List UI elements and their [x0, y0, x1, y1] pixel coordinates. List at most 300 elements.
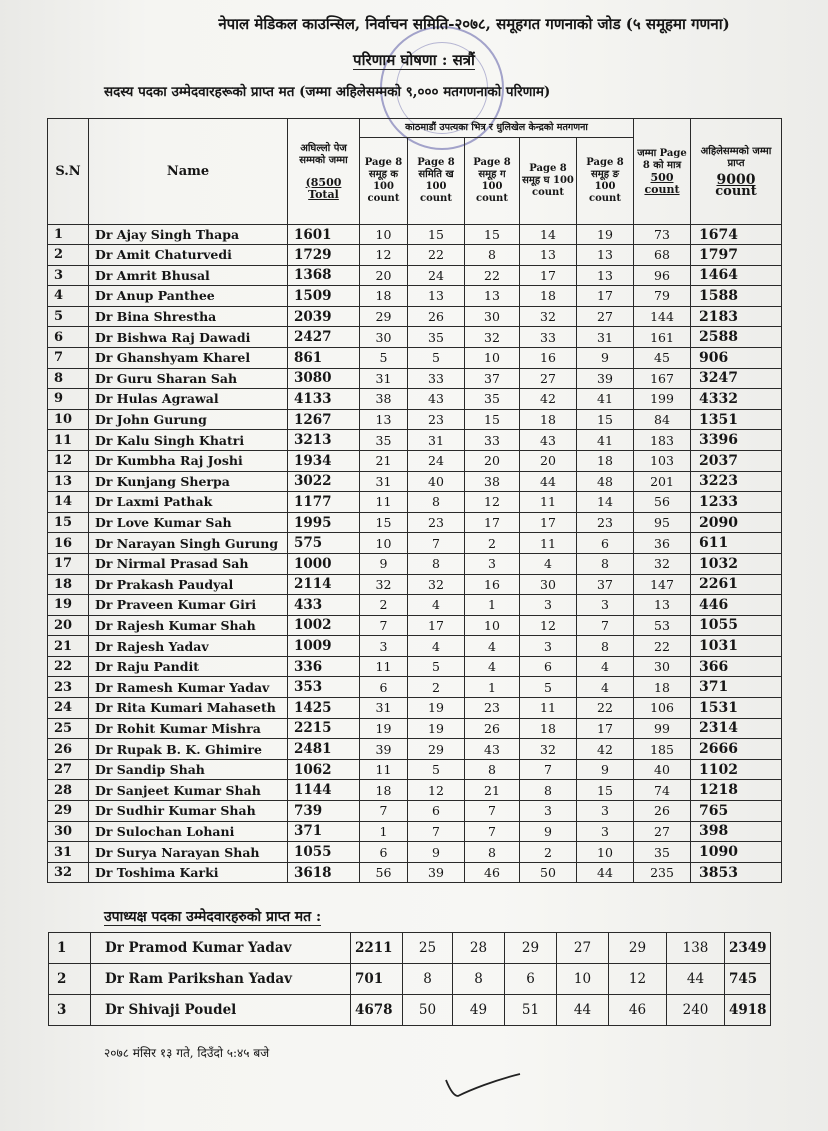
table-row	[48, 430, 782, 451]
page-sum: 99	[634, 718, 691, 739]
col-header-group-3: Page 8 समूह ग 100 count	[465, 138, 520, 225]
candidate-name: Dr Prakash Paudyal	[89, 574, 288, 595]
group-count-g1: 38	[360, 389, 408, 410]
group-count-g4: 33	[520, 327, 577, 348]
page-sum: 36	[634, 533, 691, 554]
row-sn: 7	[48, 347, 89, 368]
group-count-g3: 2	[465, 533, 520, 554]
group-count-g1: 9	[360, 553, 408, 574]
group-count-g1: 7	[360, 615, 408, 636]
table-row	[48, 471, 782, 492]
group-count-g4: 43	[520, 430, 577, 451]
prev-total: 4133	[288, 389, 360, 410]
group-count-g1: 6	[360, 677, 408, 698]
grand-total: 2037	[691, 450, 782, 471]
row-sn: 10	[48, 409, 89, 430]
row-sn: 23	[48, 677, 89, 698]
row-sn: 15	[48, 512, 89, 533]
group-count-g5: 48	[577, 471, 634, 492]
group-count-g2: 32	[408, 574, 465, 595]
table-row	[48, 842, 782, 863]
group-count-g3: 43	[465, 739, 520, 760]
document-title: नेपाल मेडिकल काउन्सिल, निर्वाचन समिति-२०७८, समूहगत गणनाको जोड (५ समूहमा गणना)	[218, 15, 730, 33]
group-count-g1: 1	[360, 821, 408, 842]
group-count-g3: 15	[465, 225, 520, 245]
group-count-g1: 6	[360, 842, 408, 863]
prev-total: 1368	[288, 265, 360, 286]
group-count-g1: 13	[360, 409, 408, 430]
candidate-name: Dr Laxmi Pathak	[89, 492, 288, 513]
table-row	[48, 615, 782, 636]
prev-total: 2215	[288, 718, 360, 739]
prev-total: 2481	[288, 739, 360, 760]
group-count-g3: 8	[465, 759, 520, 780]
row-sn: 16	[48, 533, 89, 554]
table-row	[48, 595, 782, 616]
group-count-g1: 2	[360, 595, 408, 616]
page-sum: 13	[634, 595, 691, 616]
group-count-g4: 8	[520, 780, 577, 801]
group-count-g4: 30	[520, 574, 577, 595]
group-count-g3: 23	[465, 698, 520, 719]
group-count-g1: 20	[360, 265, 408, 286]
vp-group-count-g2: 28	[453, 933, 505, 964]
group-count-g1: 12	[360, 245, 408, 266]
group-count-g1: 11	[360, 656, 408, 677]
candidate-name: Dr Amit Chaturvedi	[89, 245, 288, 266]
group-count-g4: 44	[520, 471, 577, 492]
group-count-g3: 38	[465, 471, 520, 492]
group-count-g5: 9	[577, 759, 634, 780]
group-count-g2: 22	[408, 245, 465, 266]
row-sn: 25	[48, 718, 89, 739]
candidate-name: Dr Narayan Singh Gurung	[89, 533, 288, 554]
table-row	[48, 327, 782, 348]
group-count-g2: 9	[408, 842, 465, 863]
group-count-g5: 22	[577, 698, 634, 719]
page-sum: 167	[634, 368, 691, 389]
page-sum: 144	[634, 306, 691, 327]
table-row	[48, 574, 782, 595]
vp-group-count-g2: 8	[453, 964, 505, 995]
table-row	[48, 286, 782, 307]
group-count-g2: 17	[408, 615, 465, 636]
table-row	[48, 780, 782, 801]
vp-group-count-g3: 29	[505, 933, 557, 964]
candidate-name: Dr Anup Panthee	[89, 286, 288, 307]
row-sn: 6	[48, 327, 89, 348]
group-count-g5: 31	[577, 327, 634, 348]
group-count-g3: 26	[465, 718, 520, 739]
group-count-g2: 23	[408, 512, 465, 533]
group-count-g3: 4	[465, 656, 520, 677]
page-sum: 68	[634, 245, 691, 266]
row-sn: 3	[48, 265, 89, 286]
vp-group-count-g1: 50	[403, 995, 453, 1026]
group-count-g3: 1	[465, 677, 520, 698]
group-count-g5: 19	[577, 225, 634, 245]
grand-total: 1464	[691, 265, 782, 286]
row-sn: 1	[48, 225, 89, 245]
member-results-body	[48, 225, 782, 883]
vice-president-body	[49, 933, 771, 1026]
group-count-g5: 8	[577, 553, 634, 574]
group-count-g1: 3	[360, 636, 408, 657]
group-count-g5: 37	[577, 574, 634, 595]
table-row	[48, 512, 782, 533]
group-count-g4: 11	[520, 492, 577, 513]
prev-total: 575	[288, 533, 360, 554]
grand-total: 1031	[691, 636, 782, 657]
group-count-g4: 11	[520, 698, 577, 719]
prev-total: 1000	[288, 553, 360, 574]
grand-total: 3853	[691, 862, 782, 883]
table-row	[48, 698, 782, 719]
page-sum: 96	[634, 265, 691, 286]
group-count-g3: 17	[465, 512, 520, 533]
vp-prev-total: 701	[351, 964, 403, 995]
row-sn: 11	[48, 430, 89, 451]
prev-total: 1177	[288, 492, 360, 513]
prev-total: 2039	[288, 306, 360, 327]
group-count-g4: 50	[520, 862, 577, 883]
page-sum: 106	[634, 698, 691, 719]
vp-group-count-g4: 44	[557, 995, 609, 1026]
col-header-group-1: Page 8 समूह क 100 count	[360, 138, 408, 225]
group-count-g5: 13	[577, 245, 634, 266]
table-row	[48, 450, 782, 471]
page-sum: 18	[634, 677, 691, 698]
page-sum: 53	[634, 615, 691, 636]
prev-total: 1002	[288, 615, 360, 636]
table-row	[48, 306, 782, 327]
group-count-g2: 4	[408, 595, 465, 616]
candidate-name: Dr Sandip Shah	[89, 759, 288, 780]
group-count-g5: 3	[577, 821, 634, 842]
vp-grand-total: 2349	[725, 933, 771, 964]
vp-group-count-g5: 12	[609, 964, 667, 995]
group-count-g5: 4	[577, 656, 634, 677]
group-count-g2: 5	[408, 656, 465, 677]
group-count-g1: 19	[360, 718, 408, 739]
group-count-g4: 42	[520, 389, 577, 410]
prev-total: 336	[288, 656, 360, 677]
grand-total: 611	[691, 533, 782, 554]
grand-total: 1218	[691, 780, 782, 801]
prev-total: 1144	[288, 780, 360, 801]
group-count-g5: 39	[577, 368, 634, 389]
group-count-g5: 27	[577, 306, 634, 327]
group-count-g4: 18	[520, 718, 577, 739]
group-count-g5: 3	[577, 595, 634, 616]
vp-page-sum: 240	[667, 995, 725, 1026]
group-count-g4: 2	[520, 842, 577, 863]
group-count-g2: 4	[408, 636, 465, 657]
vice-president-table	[48, 932, 771, 1026]
prev-total: 3080	[288, 368, 360, 389]
group-count-g1: 10	[360, 533, 408, 554]
vp-row	[49, 995, 771, 1026]
row-sn: 9	[48, 389, 89, 410]
group-count-g5: 44	[577, 862, 634, 883]
grand-total: 398	[691, 821, 782, 842]
group-count-g4: 16	[520, 347, 577, 368]
group-count-g4: 14	[520, 225, 577, 245]
group-count-g1: 18	[360, 780, 408, 801]
group-count-g5: 15	[577, 409, 634, 430]
row-sn: 5	[48, 306, 89, 327]
table-row	[48, 636, 782, 657]
group-count-g3: 32	[465, 327, 520, 348]
group-count-g3: 35	[465, 389, 520, 410]
row-sn: 30	[48, 821, 89, 842]
candidate-name: Dr Rohit Kumar Mishra	[89, 718, 288, 739]
col-header-group-4: Page 8 समूह घ 100 count	[520, 138, 577, 225]
candidate-name: Dr Rajesh Yadav	[89, 636, 288, 657]
row-sn: 17	[48, 553, 89, 574]
group-count-g4: 18	[520, 409, 577, 430]
candidate-name: Dr Rita Kumari Mahaseth	[89, 698, 288, 719]
col-header-total: अहिलेसम्मको जम्मा प्राप्त 9000 count	[691, 119, 782, 225]
grand-total: 1233	[691, 492, 782, 513]
grand-total: 2588	[691, 327, 782, 348]
page-sum: 45	[634, 347, 691, 368]
group-count-g2: 24	[408, 265, 465, 286]
group-count-g3: 13	[465, 286, 520, 307]
vp-row-sn: 1	[49, 933, 91, 964]
group-count-g1: 35	[360, 430, 408, 451]
vice-president-title: उपाध्यक्ष पदका उम्मेदवारहरुको प्राप्त मत :	[104, 909, 322, 925]
group-count-g2: 19	[408, 718, 465, 739]
grand-total: 446	[691, 595, 782, 616]
row-sn: 28	[48, 780, 89, 801]
group-count-g3: 7	[465, 801, 520, 822]
grand-total: 1674	[691, 225, 782, 245]
prev-total: 1009	[288, 636, 360, 657]
row-sn: 32	[48, 862, 89, 883]
group-count-g5: 18	[577, 450, 634, 471]
table-row	[48, 265, 782, 286]
group-count-g2: 43	[408, 389, 465, 410]
group-count-g3: 21	[465, 780, 520, 801]
group-count-g5: 23	[577, 512, 634, 533]
row-sn: 12	[48, 450, 89, 471]
table-row	[48, 492, 782, 513]
candidate-name: Dr Sudhir Kumar Shah	[89, 801, 288, 822]
page-sum: 30	[634, 656, 691, 677]
page-sum: 32	[634, 553, 691, 574]
row-sn: 29	[48, 801, 89, 822]
row-sn: 22	[48, 656, 89, 677]
prev-total: 1267	[288, 409, 360, 430]
table-row	[48, 862, 782, 883]
footer-date-time: २०७८ मंसिर १३ गते, दिउँदो ५:४५ बजे	[104, 1046, 270, 1060]
prev-total: 3022	[288, 471, 360, 492]
candidate-name: Dr Ghanshyam Kharel	[89, 347, 288, 368]
grand-total: 3396	[691, 430, 782, 451]
group-count-g2: 2	[408, 677, 465, 698]
vp-grand-total: 745	[725, 964, 771, 995]
prev-total: 2427	[288, 327, 360, 348]
page-sum: 22	[634, 636, 691, 657]
group-count-g3: 22	[465, 265, 520, 286]
group-count-g2: 26	[408, 306, 465, 327]
group-count-g3: 46	[465, 862, 520, 883]
group-count-g3: 1	[465, 595, 520, 616]
grand-total: 1055	[691, 615, 782, 636]
grand-total: 1588	[691, 286, 782, 307]
group-count-g1: 31	[360, 471, 408, 492]
group-count-g5: 41	[577, 389, 634, 410]
candidate-name: Dr Praveen Kumar Giri	[89, 595, 288, 616]
vp-candidate-name: Dr Shivaji Poudel	[91, 995, 351, 1026]
vp-group-count-g5: 46	[609, 995, 667, 1026]
group-count-g2: 39	[408, 862, 465, 883]
vp-row	[49, 964, 771, 995]
page-sum: 56	[634, 492, 691, 513]
vp-group-count-g3: 6	[505, 964, 557, 995]
section-title: सदस्य पदका उम्मेदवारहरूको प्राप्त मत (जम्मा अहिलेसम्मको ९,००० मतगणनाको परिणाम)	[104, 84, 551, 100]
prev-total: 3213	[288, 430, 360, 451]
page-sum: 183	[634, 430, 691, 451]
table-row	[48, 553, 782, 574]
group-count-g3: 8	[465, 245, 520, 266]
candidate-name: Dr Ramesh Kumar Yadav	[89, 677, 288, 698]
table-row	[48, 533, 782, 554]
vp-group-count-g4: 27	[557, 933, 609, 964]
row-sn: 19	[48, 595, 89, 616]
candidate-name: Dr Guru Sharan Sah	[89, 368, 288, 389]
table-row	[48, 389, 782, 410]
candidate-name: Dr Rupak B. K. Ghimire	[89, 739, 288, 760]
grand-total: 1032	[691, 553, 782, 574]
group-count-g4: 6	[520, 656, 577, 677]
group-count-g2: 8	[408, 492, 465, 513]
col-header-sn: S.N	[48, 119, 89, 225]
group-count-g2: 8	[408, 553, 465, 574]
group-count-g2: 31	[408, 430, 465, 451]
group-count-g2: 19	[408, 698, 465, 719]
group-count-g2: 33	[408, 368, 465, 389]
group-count-g5: 41	[577, 430, 634, 451]
page-sum: 147	[634, 574, 691, 595]
vp-page-sum: 44	[667, 964, 725, 995]
page-sum: 27	[634, 821, 691, 842]
group-count-g3: 16	[465, 574, 520, 595]
group-count-g2: 15	[408, 225, 465, 245]
col-header-name: Name	[89, 119, 288, 225]
group-count-g1: 56	[360, 862, 408, 883]
page-sum: 74	[634, 780, 691, 801]
page-sum: 235	[634, 862, 691, 883]
group-count-g5: 7	[577, 615, 634, 636]
table-row	[48, 718, 782, 739]
table-row	[48, 739, 782, 760]
grand-total: 2183	[691, 306, 782, 327]
col-header-prev: अघिल्लो पेज सम्मको जम्मा (8500 Total	[288, 119, 360, 225]
group-caption: काठमाडौं उपत्यका भित्र र धुलिखेल केन्द्रको मतगणना	[360, 119, 634, 138]
prev-total: 1934	[288, 450, 360, 471]
prev-total: 739	[288, 801, 360, 822]
group-count-g2: 5	[408, 347, 465, 368]
group-count-g2: 40	[408, 471, 465, 492]
col-header-page-sum: जम्मा Page 8 को मात्र 500 count	[634, 119, 691, 225]
candidate-name: Dr Hulas Agrawal	[89, 389, 288, 410]
page-sum: 79	[634, 286, 691, 307]
group-count-g1: 10	[360, 225, 408, 245]
page-sum: 185	[634, 739, 691, 760]
vp-prev-total: 2211	[351, 933, 403, 964]
group-count-g4: 17	[520, 512, 577, 533]
group-count-g2: 12	[408, 780, 465, 801]
grand-total: 366	[691, 656, 782, 677]
vp-candidate-name: Dr Ram Parikshan Yadav	[91, 964, 351, 995]
group-count-g3: 4	[465, 636, 520, 657]
group-count-g4: 18	[520, 286, 577, 307]
group-count-g1: 21	[360, 450, 408, 471]
row-sn: 14	[48, 492, 89, 513]
grand-total: 1797	[691, 245, 782, 266]
group-count-g5: 8	[577, 636, 634, 657]
table-row	[48, 656, 782, 677]
group-count-g1: 11	[360, 759, 408, 780]
candidate-name: Dr Amrit Bhusal	[89, 265, 288, 286]
prev-total: 1425	[288, 698, 360, 719]
candidate-name: Dr Bina Shrestha	[89, 306, 288, 327]
table-row	[48, 368, 782, 389]
group-count-g5: 17	[577, 718, 634, 739]
group-count-g5: 6	[577, 533, 634, 554]
group-count-g5: 9	[577, 347, 634, 368]
row-sn: 24	[48, 698, 89, 719]
group-count-g1: 7	[360, 801, 408, 822]
row-sn: 18	[48, 574, 89, 595]
group-count-g2: 35	[408, 327, 465, 348]
group-count-g4: 17	[520, 265, 577, 286]
row-sn: 27	[48, 759, 89, 780]
vp-row	[49, 933, 771, 964]
candidate-name: Dr Sanjeet Kumar Shah	[89, 780, 288, 801]
prev-total: 1995	[288, 512, 360, 533]
table-row	[48, 677, 782, 698]
header-row	[48, 119, 782, 138]
signature	[440, 1060, 530, 1100]
grand-total: 2314	[691, 718, 782, 739]
group-count-g1: 32	[360, 574, 408, 595]
candidate-name: Dr Bishwa Raj Dawadi	[89, 327, 288, 348]
grand-total: 3223	[691, 471, 782, 492]
grand-total: 4332	[691, 389, 782, 410]
vp-grand-total: 4918	[725, 995, 771, 1026]
group-count-g4: 27	[520, 368, 577, 389]
page-sum: 35	[634, 842, 691, 863]
group-count-g3: 8	[465, 842, 520, 863]
group-count-g2: 29	[408, 739, 465, 760]
group-count-g4: 11	[520, 533, 577, 554]
prev-total: 3618	[288, 862, 360, 883]
page-sum: 161	[634, 327, 691, 348]
group-count-g1: 11	[360, 492, 408, 513]
row-sn: 26	[48, 739, 89, 760]
vp-group-count-g5: 29	[609, 933, 667, 964]
group-count-g5: 17	[577, 286, 634, 307]
page-sum: 199	[634, 389, 691, 410]
vp-row-sn: 3	[49, 995, 91, 1026]
page-sum: 201	[634, 471, 691, 492]
candidate-name: Dr Kalu Singh Khatri	[89, 430, 288, 451]
group-count-g4: 12	[520, 615, 577, 636]
page-sum: 103	[634, 450, 691, 471]
